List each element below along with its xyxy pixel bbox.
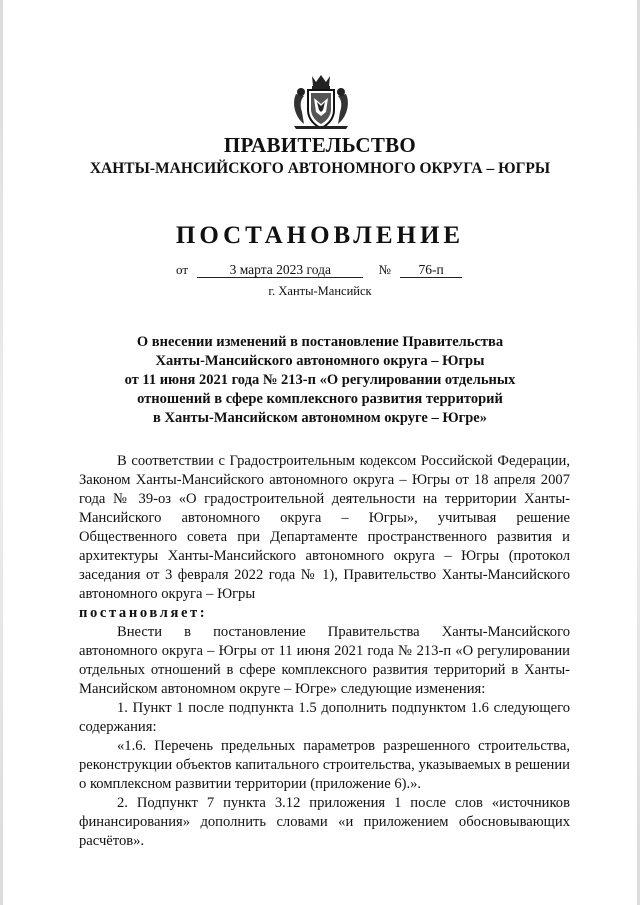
from-label: от [176, 262, 189, 277]
document-number: 76-п [400, 263, 462, 278]
item-1-quote: «1.6. Перечень предельных параметров разрешенного строительства, реконструкции объектов капитального строительства, указываемых в решении о комплексном развитии территории (приложение 6).». [79, 738, 570, 792]
item-2: 2. Подпункт 7 пункта 3.12 приложения 1 после слов «источников финансирования» дополнить словами «и приложением обосновывающих расчётов». [79, 795, 570, 849]
amendment-paragraph: Внести в постановление Правительства Ханты-Мансийского автономного округа – Югры от 11 июня 2021 года № 213-п «О регулировании отдельных отношений в сфере комплексного развития территорий в Ханты-Мансийском автономном округе – Югре» следующие изменения: [79, 624, 570, 697]
coat-of-arms-icon [290, 72, 352, 130]
number-label: № [378, 262, 391, 277]
heading-line: от 11 июня 2021 года № 213-п «О регулировании отдельных [124, 372, 516, 388]
heading-line: Ханты-Мансийского автономного округа – Югры [155, 353, 485, 369]
heading-line: О внесении изменений в постановление Правительства [136, 334, 504, 350]
resolves-line [79, 604, 570, 623]
date-number-line [176, 262, 462, 278]
document-type-title: ПОСТАНОВЛЕНИЕ [175, 222, 465, 249]
city-line: г. Ханты-Мансийск [268, 284, 372, 298]
item-1: 1. Пункт 1 после подпункта 1.5 дополнить подпунктом 1.6 следующего содержания: [79, 700, 570, 735]
government-title: ПРАВИТЕЛЬСТВО [223, 133, 417, 157]
document-body [79, 452, 570, 851]
document-heading [100, 333, 540, 428]
resolves-word: постановляет: [79, 605, 208, 621]
document-date: 3 марта 2023 года [197, 263, 363, 278]
government-subtitle: ХАНТЫ-МАНСИЙСКОГО АВТОНОМНОГО ОКРУГА – ЮГРЫ [89, 160, 551, 177]
preamble-paragraph: В соответствии с Градостроительным кодексом Российской Федерации, Законом Ханты-Мансийского автономного округа – Югры от 18 апреля 2007 года № 39-оз «О градостроительной деятельности на территории Ханты-Мансийского автономного округа – Югры», учитывая решение Общественного совета при Департаменте пространственного развития и архитектуры Ханты-Мансийского автономного округа – Югры (протокол заседания от 3 февраля 2022 года № 1), Правительство Ханты-Мансийского автономного округа – Югры [79, 453, 570, 602]
heading-line: в Ханты-Мансийском автономном округе – Югре» [153, 410, 487, 426]
heading-line: отношений в сфере комплексного развития территорий [137, 391, 503, 407]
